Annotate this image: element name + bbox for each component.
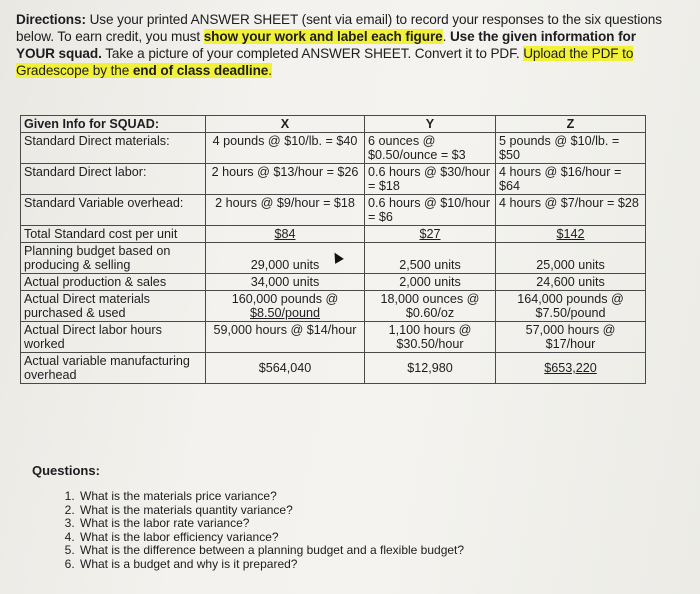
cell-x-quantity: 160,000 pounds @	[231, 292, 339, 306]
cell-y: 2,500 units	[365, 243, 496, 274]
cell-x: 2 hours @ $9/hour = $18	[206, 195, 365, 226]
cell-x: 34,000 units	[206, 274, 365, 291]
row-label: Actual Direct materials purchased & used	[21, 291, 206, 322]
cell-y: 1,100 hours @ $30.50/hour	[365, 322, 496, 353]
cell-z	[496, 291, 646, 322]
table-row-actual-overhead	[21, 353, 646, 384]
table-row-actual-materials	[21, 291, 646, 322]
cell-x: $564,040	[206, 353, 365, 384]
row-label: Standard Variable overhead:	[21, 195, 206, 226]
highlight-upload-end: .	[268, 63, 272, 78]
header-label: Given Info for SQUAD:	[21, 116, 206, 133]
question-item: 3. What is the labor rate variance?	[78, 517, 638, 531]
highlight-upload-a: Upload the PDF to Gradescope by the	[16, 46, 634, 78]
question-item: 6. What is a budget and why is it prepared?	[78, 558, 638, 572]
highlight-deadline: end of class deadline	[132, 63, 269, 78]
directions-paragraph	[16, 11, 676, 79]
cell-z: 4 hours @ $7/hour = $28	[496, 195, 646, 226]
cell-y	[365, 291, 496, 322]
cell-y-price: $0.60/oz	[405, 306, 455, 320]
cell-y-quantity: 18,000 ounces @	[380, 292, 480, 306]
questions-heading: Questions:	[32, 463, 100, 478]
row-label: Standard Direct materials:	[21, 133, 206, 164]
cell-z: $653,220	[544, 361, 597, 375]
header-x: X	[206, 116, 365, 133]
cell-x: 2 hours @ $13/hour = $26	[206, 164, 365, 195]
row-label: Total Standard cost per unit	[21, 226, 206, 243]
question-item: 2. What is the materials quantity variance?	[78, 504, 638, 518]
header-y: Y	[365, 116, 496, 133]
row-label: Actual variable manufacturing overhead	[21, 353, 206, 384]
question-item: 1. What is the materials price variance?	[78, 490, 638, 504]
cell-z: $142	[556, 227, 585, 241]
cell-y: 6 ounces @ $0.50/ounce = $3	[365, 133, 496, 164]
directions-label: Directions:	[16, 12, 86, 27]
cell-z: 5 pounds @ $10/lb. = $50	[496, 133, 646, 164]
table-row-std-overhead	[21, 195, 646, 226]
header-z: Z	[496, 116, 646, 133]
cell-x: 59,000 hours @ $14/hour	[206, 322, 365, 353]
row-label: Standard Direct labor:	[21, 164, 206, 195]
cell-x-price: $8.50/pound	[249, 306, 321, 320]
cell-x: $84	[274, 227, 296, 241]
directions-squad-instruction: Use the given information for YOUR squad.	[16, 29, 636, 61]
row-label: Planning budget based on producing & selling	[21, 243, 206, 274]
given-info-table	[20, 115, 646, 384]
directions-text-1: Use your printed ANSWER SHEET (sent via email) to record your responses to the six questions below. To earn credit, you must	[16, 12, 662, 44]
cell-y: 0.6 hours @ $30/hour = $18	[365, 164, 496, 195]
cell-x: 4 pounds @ $10/lb. = $40	[206, 133, 365, 164]
row-label: Actual Direct labor hours worked	[21, 322, 206, 353]
cell-x: 29,000 units	[206, 243, 365, 274]
directions-text-3: Take a picture of your completed ANSWER SHEET. Convert it to PDF.	[101, 46, 524, 61]
table-header-row	[21, 116, 646, 133]
cell-z: 57,000 hours @ $17/hour	[496, 322, 646, 353]
cell-y: $27	[419, 227, 441, 241]
highlight-show-work: show your work and label each figure	[203, 29, 443, 44]
table-row-std-labor	[21, 164, 646, 195]
table-row-actual-labor	[21, 322, 646, 353]
table-row-total-cost	[21, 226, 646, 243]
table-row-std-materials	[21, 133, 646, 164]
cell-z: 24,600 units	[496, 274, 646, 291]
row-label: Actual production & sales	[21, 274, 206, 291]
cell-y: 2,000 units	[365, 274, 496, 291]
cell-z-quantity: 164,000 pounds @	[517, 292, 624, 306]
cell-y: $12,980	[365, 353, 496, 384]
directions-text-2: .	[442, 29, 450, 44]
cell-x	[206, 291, 365, 322]
cell-z: 25,000 units	[496, 243, 646, 274]
question-item: 4. What is the labor efficiency variance?	[78, 531, 638, 545]
cell-y: 0.6 hours @ $10/hour = $6	[365, 195, 496, 226]
questions-list	[56, 490, 638, 572]
cell-z: 4 hours @ $16/hour = $64	[496, 164, 646, 195]
cell-z-price: $7.50/pound	[535, 306, 606, 320]
question-item: 5. What is the difference between a planning budget and a flexible budget?	[78, 544, 638, 558]
table-row-actual-production	[21, 274, 646, 291]
